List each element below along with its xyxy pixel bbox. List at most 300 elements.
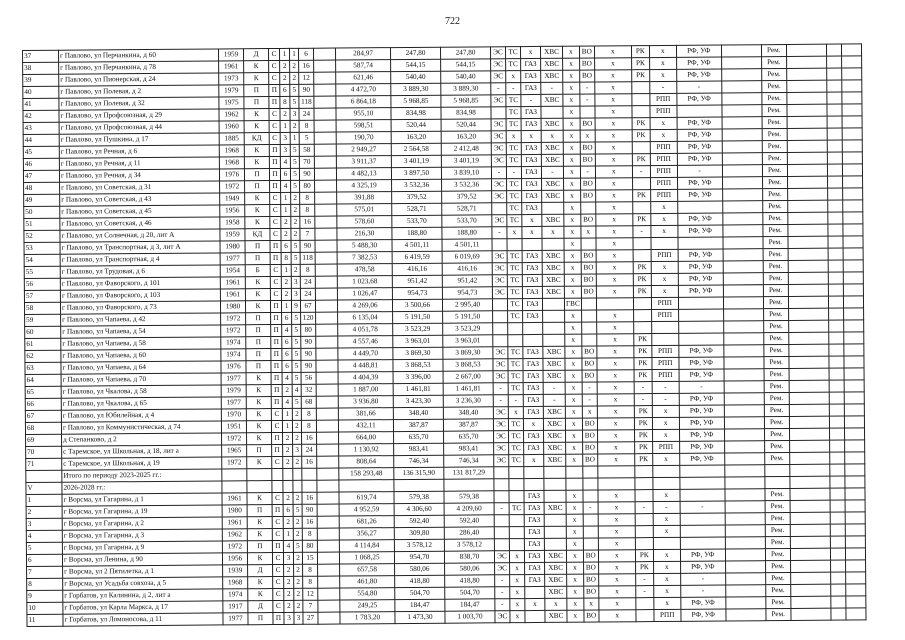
cell-residential-area: 635,70: [444, 431, 494, 443]
cell-address: г Павлово, ул Фаворского, д 103: [60, 289, 220, 302]
cell-building-type: [272, 468, 283, 480]
cell-empty: [725, 549, 765, 561]
cell-empty: [843, 248, 863, 260]
cell-hot-water: х: [563, 70, 580, 82]
cell-empty: [842, 92, 862, 104]
cell-work-type: [765, 476, 790, 488]
cell-address: г Павлово, ул Чапаева, д 54: [61, 325, 221, 338]
cell-cold-water: [541, 106, 563, 118]
cell-cold-water: ХВС: [542, 214, 564, 226]
cell-floors: 3: [293, 444, 302, 456]
cell-empty: [845, 548, 865, 560]
cell-year-built: 1977: [221, 373, 246, 385]
cell-empty: [721, 57, 761, 69]
cell-entrances: 1: [281, 204, 291, 216]
cell-wall-material: К: [244, 61, 269, 73]
cell-living-area: 5 968,85: [391, 95, 441, 107]
cell-gas: х: [523, 418, 543, 430]
cell-row-number: 64: [25, 374, 61, 386]
cell-hot-water: х: [564, 190, 581, 202]
cell-entrances: 1: [280, 120, 290, 132]
cell-heating: -: [508, 395, 523, 407]
cell-gas: [523, 322, 543, 334]
cell-wall-material: П: [245, 181, 270, 193]
cell-residential-area: 286,40: [444, 527, 494, 539]
cell-hot-water: х: [564, 202, 581, 214]
cell-entrances: [283, 480, 293, 492]
cell-empty: [316, 312, 338, 324]
cell-drainage: [583, 466, 598, 478]
cell-row-number: 69: [26, 434, 62, 446]
cell-entrances: 2: [283, 432, 293, 444]
cell-wall-material: К: [245, 205, 270, 217]
cell-other: х: [599, 598, 636, 610]
cell-empty: [845, 560, 865, 572]
cell-work-type: Рем.: [764, 392, 789, 404]
cell-address: г Горбатов, ул Ломоносова, д 11: [63, 613, 223, 626]
cell-floors: 1: [289, 48, 298, 60]
cell-empty: [830, 524, 845, 536]
cell-empty: [786, 68, 826, 80]
cell-wall-material: Д: [248, 565, 273, 577]
cell-floors: 2: [290, 120, 299, 132]
cell-address: г Ворсма, ул Гагарина, д 2: [62, 517, 222, 530]
cell-basement: х: [652, 417, 679, 429]
cell-living-area: 3 578,12: [394, 539, 444, 551]
cell-year-built: 1959: [218, 49, 243, 61]
cell-gas: [525, 586, 545, 598]
cell-empty: [723, 333, 763, 345]
cell-heating: [509, 467, 524, 479]
cell-roof: [632, 142, 650, 154]
cell-empty: [827, 176, 842, 188]
cell-hot-water: х: [566, 550, 583, 562]
cell-basement: х: [651, 285, 678, 297]
cell-roof: [635, 466, 653, 478]
cell-electric: ЭС: [493, 407, 508, 419]
cell-entrances: 2: [280, 72, 290, 84]
cell-living-area: 592,40: [394, 515, 444, 527]
cell-empty: [317, 456, 339, 468]
cell-empty: [318, 600, 340, 612]
cell-floors: 5: [290, 168, 299, 180]
cell-heating: ТС: [509, 455, 524, 467]
cell-basement: РПП: [650, 153, 677, 165]
cell-empty: [725, 477, 765, 489]
cell-address: г Павлово, ул Перчанкина, д 78: [59, 61, 219, 74]
cell-roof: РК: [633, 274, 651, 286]
cell-residential-area: 4 209,60: [444, 503, 494, 515]
cell-entrances: 6: [283, 504, 293, 516]
cell-basement: х: [653, 513, 680, 525]
cell-total-area: 619,74: [339, 492, 394, 504]
cell-year-built: 1949: [220, 193, 245, 205]
cell-electric: ЭС: [495, 563, 510, 575]
cell-other: х: [598, 574, 635, 586]
cell-empty: [790, 488, 830, 500]
cell-basement: РПП: [650, 177, 677, 189]
cell-floors: 2: [291, 228, 300, 240]
cell-gas: ГАЗ: [523, 370, 543, 382]
cell-empty: [844, 380, 864, 392]
cell-wall-material: П: [245, 253, 270, 265]
cell-wall-material: К: [245, 217, 270, 229]
cell-empty: [315, 300, 337, 312]
cell-work-type: Рем.: [765, 548, 790, 560]
cell-apartments: 8: [300, 204, 315, 216]
cell-empty: [791, 608, 831, 620]
cell-empty: [844, 404, 864, 416]
cell-basement: х: [653, 585, 680, 597]
cell-roof: РК: [631, 58, 649, 70]
cell-empty: [724, 369, 764, 381]
cell-total-area: [339, 480, 394, 492]
cell-apartments: 27: [303, 612, 318, 624]
cell-facade: РФ, УФ: [679, 369, 724, 381]
cell-gas: ГАЗ: [523, 358, 543, 370]
cell-empty: [790, 536, 830, 548]
cell-year-built: 1961: [219, 61, 244, 73]
cell-wall-material: [247, 469, 272, 481]
cell-drainage: [581, 334, 596, 346]
cell-entrances: 3: [280, 144, 290, 156]
cell-basement: х: [650, 117, 677, 129]
cell-empty: [788, 284, 828, 296]
cell-residential-area: 3 523,29: [443, 323, 493, 335]
cell-total-area: 4 325,19: [337, 180, 392, 192]
cell-work-type: Рем.: [765, 488, 790, 500]
cell-wall-material: К: [247, 457, 272, 469]
cell-gas: [523, 334, 543, 346]
cell-other: х: [597, 346, 634, 358]
cell-building-type: П: [269, 168, 280, 180]
cell-row-number: 52: [24, 230, 60, 242]
cell-residential-area: 6 019,69: [442, 251, 492, 263]
cell-building-type: П: [271, 372, 282, 384]
cell-electric: [492, 203, 507, 215]
cell-entrances: 2: [283, 492, 293, 504]
cell-drainage: ВО: [581, 286, 596, 298]
cell-empty: [843, 212, 863, 224]
cell-empty: [845, 536, 865, 548]
cell-electric: ЭС: [491, 143, 506, 155]
cell-roof: РК: [632, 190, 650, 202]
cell-total-area: 4 482,13: [336, 168, 391, 180]
cell-empty: [845, 512, 865, 524]
cell-gas: -: [521, 94, 541, 106]
cell-wall-material: К: [246, 421, 271, 433]
cell-empty: [787, 164, 827, 176]
cell-empty: [827, 188, 842, 200]
cell-total-area: 4 114,84: [339, 540, 394, 552]
cell-building-type: С: [273, 600, 284, 612]
cell-empty: [724, 453, 764, 465]
cell-year-built: 1885: [219, 133, 244, 145]
cell-cold-water: [542, 298, 564, 310]
cell-row-number: 10: [27, 602, 63, 614]
cell-empty: [829, 392, 844, 404]
cell-total-area: 216,30: [337, 228, 392, 240]
cell-empty: [318, 588, 340, 600]
cell-residential-area: 3 401,19: [441, 155, 491, 167]
cell-drainage: [580, 106, 595, 118]
cell-year-built: 1954: [220, 265, 245, 277]
cell-empty: [829, 380, 844, 392]
cell-address: г Павлово, ул Речная, д 34: [59, 169, 219, 182]
cell-heating: [509, 539, 524, 551]
cell-wall-material: К: [245, 193, 270, 205]
cell-empty: [828, 308, 843, 320]
cell-row-number: 42: [23, 110, 59, 122]
cell-facade: [678, 297, 723, 309]
cell-floors: 2: [291, 204, 300, 216]
cell-roof: РК: [632, 118, 650, 130]
cell-building-type: С: [270, 288, 281, 300]
cell-cold-water: [542, 202, 564, 214]
cell-electric: ЭС: [492, 287, 507, 299]
cell-residential-area: 1 003,70: [445, 611, 495, 623]
cell-empty: [827, 116, 842, 128]
cell-cold-water: ХВС: [544, 454, 566, 466]
cell-entrances: 2: [281, 276, 291, 288]
cell-empty: [721, 45, 761, 57]
cell-heating: [509, 527, 524, 539]
cell-row-number: 65: [25, 386, 61, 398]
cell-total-area: 356,27: [339, 528, 394, 540]
cell-empty: [317, 528, 339, 540]
cell-empty: [844, 392, 864, 404]
cell-drainage: х: [581, 226, 596, 238]
cell-row-number: 49: [24, 194, 60, 206]
cell-facade: РФ, УФ: [679, 393, 724, 405]
cell-living-area: 3 889,30: [391, 83, 441, 95]
cell-roof: -: [634, 394, 652, 406]
cell-wall-material: КД: [245, 229, 270, 241]
cell-entrances: 3: [284, 612, 294, 624]
cell-work-type: Рем.: [764, 356, 789, 368]
cell-roof: [635, 538, 653, 550]
cell-total-area: 432,11: [338, 420, 393, 432]
cell-work-type: Рем.: [765, 572, 790, 584]
cell-work-type: Рем.: [762, 188, 787, 200]
cell-wall-material: П: [247, 505, 272, 517]
cell-row-number: 51: [24, 218, 60, 230]
cell-row-number: 2: [26, 506, 62, 518]
cell-apartments: 16: [299, 60, 314, 72]
cell-residential-area: 533,70: [442, 215, 492, 227]
cell-heating: ТС: [507, 263, 522, 275]
cell-empty: [317, 492, 339, 504]
cell-building-type: П: [271, 312, 282, 324]
cell-address: г Павлово, ул Фаворского, д 73: [60, 301, 220, 314]
cell-apartments: 58: [299, 144, 314, 156]
cell-other: х: [595, 82, 632, 94]
cell-building-type: П: [269, 156, 280, 168]
cell-hot-water: х: [564, 250, 581, 262]
cell-heating: ТС: [506, 119, 521, 131]
cell-wall-material: П: [247, 541, 272, 553]
cell-roof: -: [635, 502, 653, 514]
cell-work-type: Рем.: [764, 344, 789, 356]
cell-residential-area: 834,98: [441, 107, 491, 119]
cell-total-area: 4 952,59: [339, 504, 394, 516]
cell-wall-material: К: [247, 433, 272, 445]
cell-empty: [314, 96, 336, 108]
cell-residential-area: 3 236,30: [443, 395, 493, 407]
cell-heating: [509, 515, 524, 527]
cell-roof: [633, 322, 651, 334]
cell-facade: РФ, УФ: [677, 153, 722, 165]
cell-address: г Ворсма, ул Гагарина, д 3: [62, 529, 222, 542]
cell-building-type: С: [271, 408, 282, 420]
cell-residential-area: 348,40: [443, 407, 493, 419]
cell-empty: [827, 140, 842, 152]
cell-wall-material: К: [247, 493, 272, 505]
cell-address: 2026-2028 гг.:: [62, 481, 222, 494]
cell-empty: [787, 116, 827, 128]
cell-empty: [313, 48, 335, 60]
cell-basement: х: [651, 273, 678, 285]
cell-hot-water: х: [566, 502, 583, 514]
cell-total-area: 461,80: [340, 576, 395, 588]
cell-wall-material: П: [244, 169, 269, 181]
cell-empty: [828, 272, 843, 284]
cell-electric: [494, 527, 509, 539]
cell-drainage: ВО: [582, 454, 597, 466]
cell-empty: [316, 348, 338, 360]
cell-empty: [843, 272, 863, 284]
cell-row-number: 68: [25, 422, 61, 434]
cell-hot-water: [566, 466, 583, 478]
cell-entrances: 2: [283, 456, 293, 468]
cell-hot-water: х: [567, 610, 584, 622]
cell-hot-water: х: [563, 106, 580, 118]
cell-electric: [494, 515, 509, 527]
cell-gas: х: [521, 130, 541, 142]
cell-electric: ЭС: [492, 263, 507, 275]
cell-empty: [722, 189, 762, 201]
cell-gas: ГАЗ: [523, 382, 543, 394]
cell-facade: РФ, УФ: [679, 441, 724, 453]
cell-gas: ГАЗ: [523, 406, 543, 418]
cell-gas: ГАЗ: [523, 346, 543, 358]
cell-work-type: Рем.: [762, 200, 787, 212]
cell-apartments: 24: [299, 108, 314, 120]
cell-address: г Павлово, ул Полевая, д 2: [59, 85, 219, 98]
cell-building-type: С: [269, 60, 280, 72]
cell-other: х: [598, 538, 635, 550]
cell-wall-material: П: [248, 613, 273, 625]
cell-roof: РК: [634, 370, 652, 382]
cell-address: г Горбатов, ул Калинина, д 2, лит а: [63, 589, 223, 602]
cell-wall-material: П: [246, 325, 271, 337]
cell-roof: РК: [632, 130, 650, 142]
cell-hot-water: х: [563, 58, 580, 70]
cell-wall-material: К: [247, 553, 272, 565]
cell-total-area: 598,51: [336, 120, 391, 132]
cell-address: г Павлово, ул Чапаева, д 58: [61, 337, 221, 350]
cell-entrances: 1: [281, 264, 291, 276]
cell-gas: ГАЗ: [525, 574, 545, 586]
cell-facade: РФ, УФ: [679, 345, 724, 357]
cell-empty: [790, 476, 830, 488]
cell-work-type: Рем.: [762, 104, 787, 116]
cell-floors: 5: [292, 336, 301, 348]
cell-living-area: 635,70: [394, 431, 444, 443]
cell-year-built: 1973: [219, 73, 244, 85]
cell-residential-area: 1 461,81: [443, 383, 493, 395]
cell-entrances: 1: [281, 300, 291, 312]
cell-drainage: х: [582, 406, 597, 418]
cell-basement: РПП: [652, 441, 679, 453]
cell-empty: [317, 480, 339, 492]
cell-drainage: ВО: [580, 154, 595, 166]
cell-empty: [788, 308, 828, 320]
cell-floors: 2: [292, 408, 301, 420]
cell-empty: [723, 249, 763, 261]
cell-address: г Павлово, ул Советская, д 45: [60, 205, 220, 218]
cell-entrances: 2: [284, 600, 294, 612]
cell-cold-water: -: [543, 394, 565, 406]
cell-living-area: 348,40: [393, 407, 443, 419]
cell-work-type: Рем.: [763, 332, 788, 344]
cell-facade: РФ, УФ: [679, 357, 724, 369]
cell-year-built: 1980: [220, 241, 245, 253]
cell-empty: [790, 464, 830, 476]
cell-building-type: С: [269, 120, 280, 132]
cell-gas: [522, 238, 542, 250]
cell-cold-water: ХВС: [543, 346, 565, 358]
cell-cold-water: [544, 538, 566, 550]
cell-other: х: [599, 610, 636, 622]
cell-total-area: 681,26: [339, 516, 394, 528]
cell-cold-water: ХВС: [541, 94, 563, 106]
cell-heating: х: [506, 71, 521, 83]
cell-cold-water: [543, 322, 565, 334]
cell-drainage: ВО: [581, 214, 596, 226]
cell-building-type: П: [271, 324, 282, 336]
cell-empty: [314, 84, 336, 96]
cell-roof: -: [633, 226, 651, 238]
cell-building-type: П: [270, 300, 281, 312]
cell-basement: РПП: [650, 93, 677, 105]
cell-address: г Ворсма, ул Гагарина, д 19: [62, 505, 222, 518]
cell-row-number: 8: [27, 578, 63, 590]
cell-floors: 2: [294, 600, 303, 612]
cell-other: х: [597, 382, 634, 394]
cell-year-built: 1965: [222, 445, 247, 457]
cell-address: с Таремское, ул Школьная, д 19: [62, 457, 222, 470]
cell-wall-material: К: [244, 73, 269, 85]
cell-year-built: [222, 481, 247, 493]
cell-empty: [842, 164, 862, 176]
cell-row-number: 61: [25, 338, 61, 350]
cell-hot-water: х: [562, 46, 579, 58]
cell-facade: -: [680, 501, 725, 513]
cell-apartments: 56: [301, 372, 316, 384]
cell-floors: 5: [290, 96, 299, 108]
cell-gas: х: [522, 214, 542, 226]
cell-entrances: 2: [283, 444, 293, 456]
cell-electric: [493, 311, 508, 323]
cell-empty: [722, 201, 762, 213]
cell-year-built: 1961: [222, 493, 247, 505]
cell-empty: [314, 156, 336, 168]
cell-cold-water: [542, 238, 564, 250]
cell-electric: ЭС: [492, 191, 507, 203]
cell-hot-water: х: [567, 598, 584, 610]
cell-other: х: [598, 490, 635, 502]
